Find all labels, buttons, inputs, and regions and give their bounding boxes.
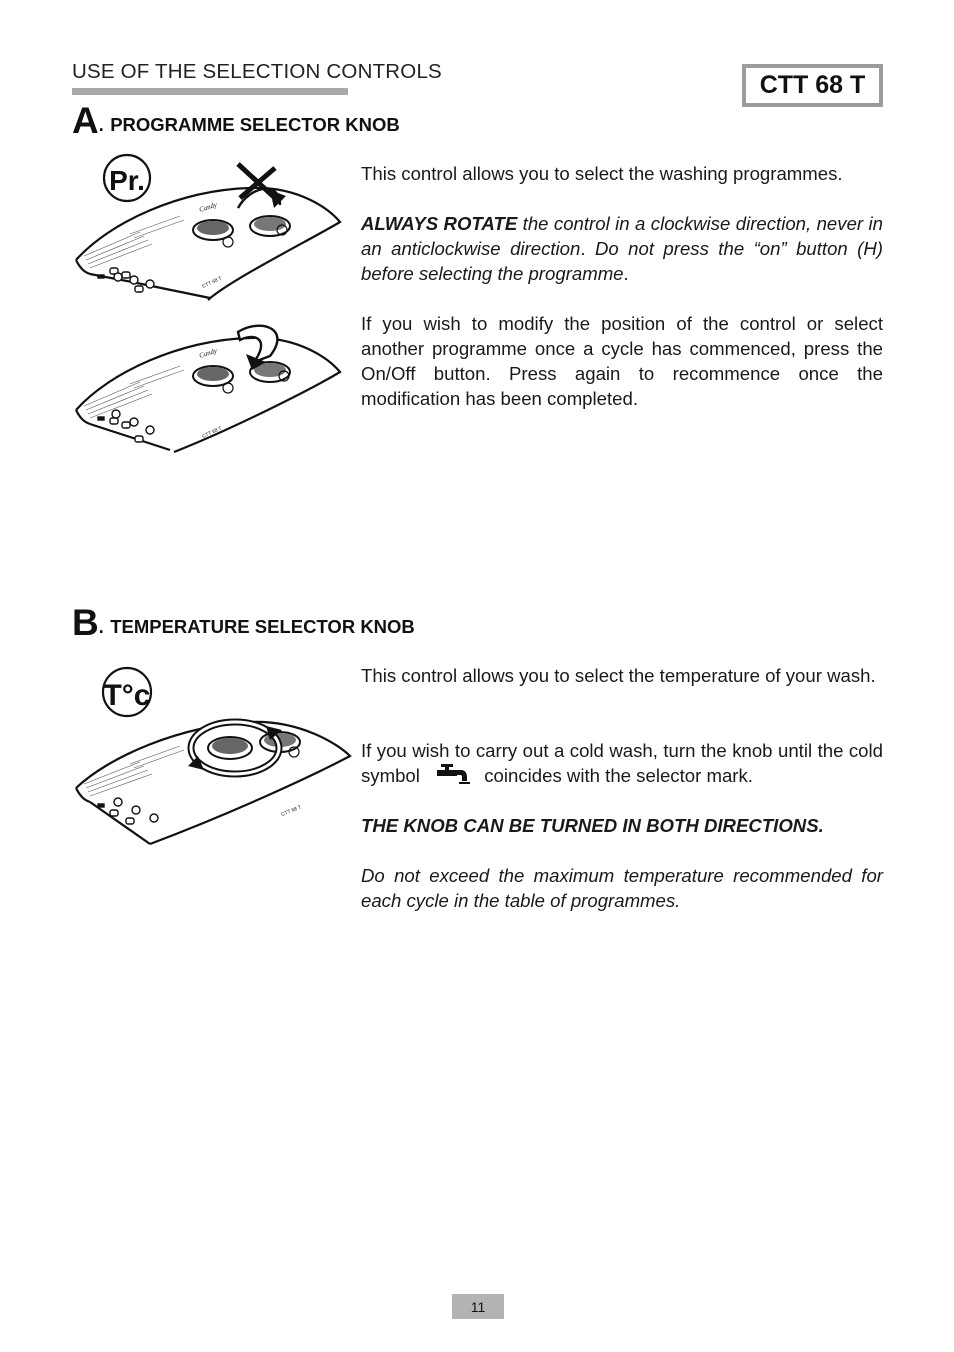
- section-a-paragraph-2-end: .: [623, 263, 629, 284]
- model-badge: [742, 64, 883, 107]
- section-b-paragraph-4: Do not exceed the maximum temperature recommended for each cycle in the table of programmes.: [361, 865, 883, 911]
- page-header-title: USE OF THE SELECTION CONTROLS: [72, 60, 442, 83]
- section-a-letter: A: [72, 100, 99, 141]
- header-underline-bar: [72, 88, 348, 95]
- section-b-paragraph-2-text-1: If you wish to carry out a cold wash, turn the knob until the cold symbol: [361, 740, 883, 786]
- section-b-separator: .: [98, 617, 104, 637]
- section-a-paragraph-2-text-2: Do not press the “on” button (H) before selecting the programme: [361, 238, 883, 284]
- section-b-paragraph-3: THE KNOB CAN BE TURNED IN BOTH DIRECTIONS.: [361, 815, 824, 836]
- programme-knob-illustration-2: [70, 310, 350, 460]
- panel-model-label: CTT 68 T: [201, 425, 223, 440]
- programme-knob-illustration-1: [70, 150, 350, 310]
- temperature-knob-illustration: [70, 660, 360, 850]
- section-a-heading: [72, 100, 400, 142]
- model-badge-label: CTT 68 T: [746, 68, 879, 103]
- cold-tap-icon: [435, 763, 471, 791]
- pr-symbol-text: Pr.: [109, 165, 145, 196]
- tc-symbol-text: T°c: [103, 679, 151, 712]
- section-b-paragraph-1: This control allows you to select the temperature of your wash.: [361, 665, 876, 686]
- always-rotate-emphasis: ALWAYS ROTATE: [361, 213, 518, 234]
- section-a-paragraph-2: [361, 211, 883, 286]
- section-a-paragraph-2-dot: .: [580, 238, 586, 259]
- page-number: 11: [452, 1294, 504, 1319]
- section-b-letter: B: [72, 602, 99, 643]
- section-a-title: PROGRAMME SELECTOR KNOB: [110, 114, 400, 135]
- brand-mark: Candy: [198, 346, 219, 360]
- section-b-title: TEMPERATURE SELECTOR KNOB: [110, 616, 415, 637]
- section-a-separator: .: [98, 115, 104, 135]
- section-b-paragraph-2: [361, 738, 883, 791]
- section-a-paragraph-3: If you wish to modify the position of the control or select another programme once a cycle has commenced, press the On/Off button. Press again to recommence once the modification has been completed.: [361, 313, 883, 409]
- section-a-paragraph-1: This control allows you to select the washing programmes.: [361, 163, 843, 184]
- section-a-paragraph-2-text-1: the control in a clockwise direction, never in an anticlockwise direction: [361, 213, 883, 259]
- brand-mark: Candy: [198, 200, 219, 214]
- panel-model-label: CTT 68 T: [280, 804, 303, 818]
- section-b-paragraph-2-text-2: coincides with the selector mark.: [484, 765, 753, 786]
- section-b-heading: [72, 602, 415, 644]
- panel-model-label: CTT 68 T: [201, 275, 223, 290]
